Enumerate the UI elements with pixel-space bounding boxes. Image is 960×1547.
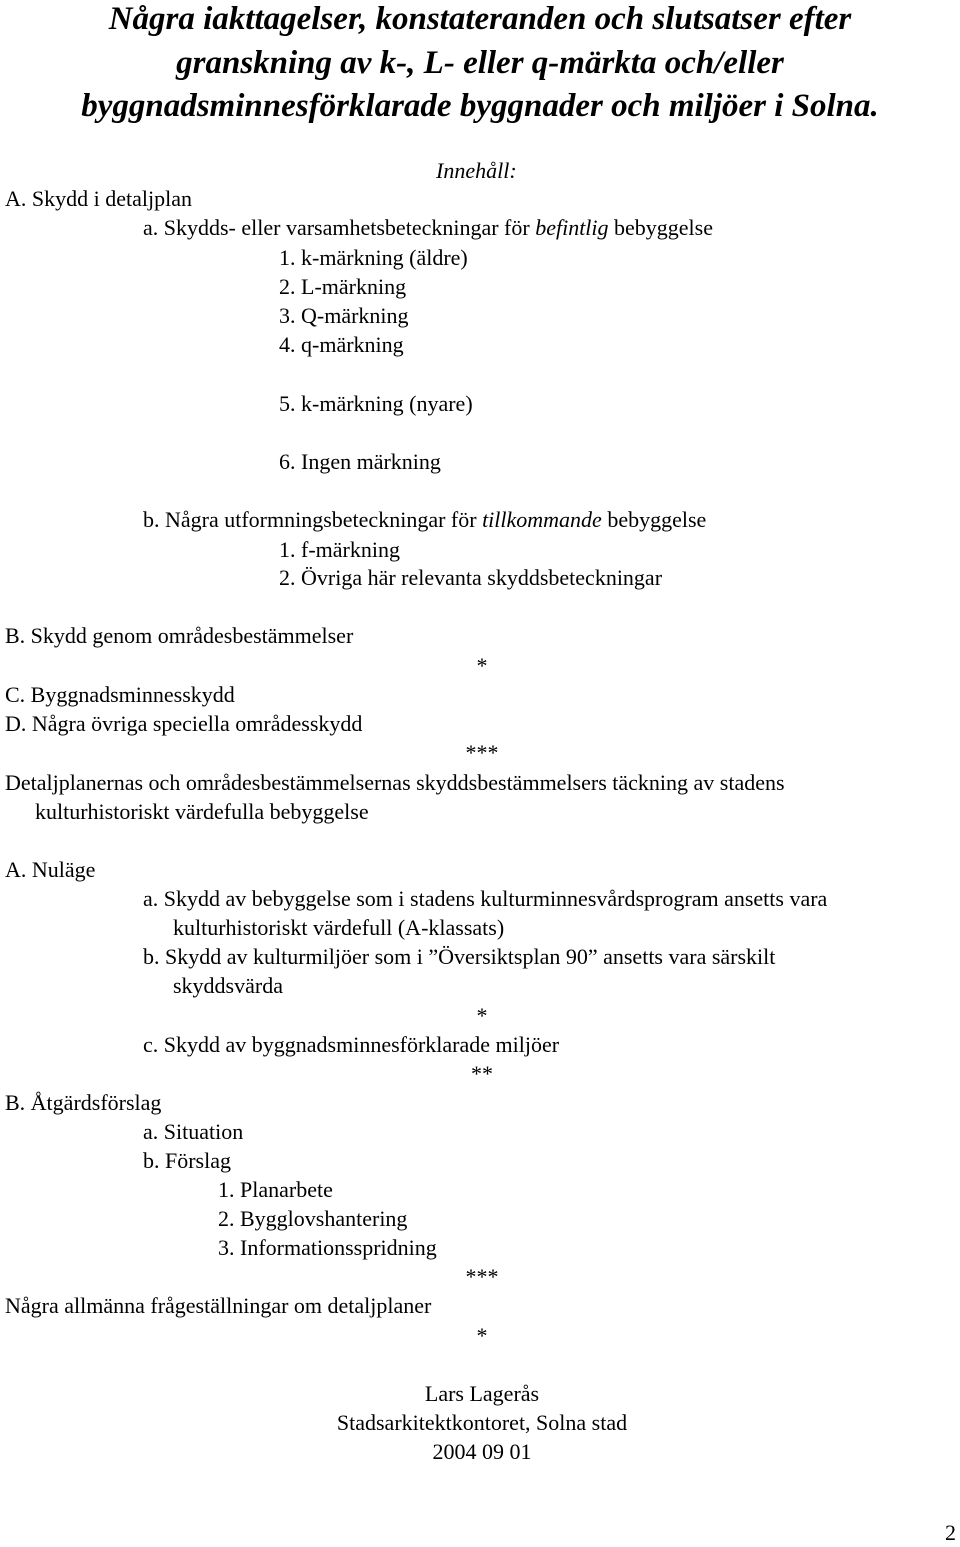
toc-b-skydd-omradesbestammelser: B. Skydd genom områdesbestämmelser <box>5 623 354 648</box>
separator-asterisk: * <box>476 1003 488 1028</box>
toc-a-sub-a-pre: a. Skydds- eller varsamhetsbeteckningar för <box>143 215 536 240</box>
document-date: 2004 09 01 <box>432 1439 532 1464</box>
author-name: Lars Lagerås <box>424 1381 540 1406</box>
toc-a-sub-b-post: bebyggelse <box>601 507 707 532</box>
toc-b-item: 2. Övriga här relevanta skyddsbeteckningar <box>279 565 663 590</box>
toc-a-skydd-i-detaljplan: A. Skydd i detaljplan <box>5 186 192 211</box>
toc-a-item: 2. L-märkning <box>279 274 407 299</box>
author-office: Stadsarkitektkontoret, Solna stad <box>336 1410 628 1435</box>
nulage-a-line-1: a. Skydd av bebyggelse som i stadens kulturminnesvårdsprogram ansetts vara <box>143 886 828 911</box>
separator-asterisk: * <box>476 653 488 678</box>
toc-a-item: 4. q-märkning <box>279 332 404 357</box>
document-title-line-2: granskning av k-, L- eller q-märkta och/eller <box>176 45 784 81</box>
document-title-line-3: byggnadsminnesförklarade byggnader och miljöer i Solna. <box>81 88 879 124</box>
nulage-b-line-1: b. Skydd av kulturmiljöer som i ”Översiktsplan 90” ansetts vara särskilt <box>143 944 776 969</box>
page-number: 2 <box>945 1520 956 1545</box>
separator-asterisk: * <box>476 1323 488 1348</box>
nulage-b-line-2: skyddsvärda <box>173 973 283 998</box>
toc-a-sub-b-em: tillkommande <box>482 507 602 532</box>
separator-asterisks: *** <box>465 740 499 765</box>
nulage-heading: A. Nuläge <box>5 857 96 882</box>
atgard-a: a. Situation <box>143 1119 244 1144</box>
forslag-item: 1. Planarbete <box>218 1177 333 1202</box>
section-heading-line-1: Detaljplanernas och områdesbestämmelsernas skyddsbestämmelsers täckning av stadens <box>5 770 785 795</box>
toc-a-item: 1. k-märkning (äldre) <box>279 245 468 270</box>
toc-a-item: 6. Ingen märkning <box>279 449 441 474</box>
toc-a-sub-a <box>143 213 713 242</box>
forslag-item: 3. Informationsspridning <box>218 1235 437 1260</box>
atgardsforslag-heading: B. Åtgärdsförslag <box>5 1090 162 1115</box>
toc-a-sub-b <box>143 505 706 534</box>
separator-asterisks: *** <box>465 1264 499 1289</box>
nulage-a-line-2: kulturhistoriskt värdefull (A-klassats) <box>173 915 505 940</box>
toc-a-sub-a-post: bebyggelse <box>608 215 713 240</box>
section-heading-line-2: kulturhistoriskt värdefulla bebyggelse <box>35 799 369 824</box>
toc-a-item: 3. Q-märkning <box>279 303 409 328</box>
atgard-b: b. Förslag <box>143 1148 231 1173</box>
forslag-item: 2. Bygglovshantering <box>218 1206 408 1231</box>
toc-heading: Innehåll: <box>436 158 517 183</box>
toc-b-item: 1. f-märkning <box>279 537 400 562</box>
toc-c-byggnadsminnesskydd: C. Byggnadsminnesskydd <box>5 682 235 707</box>
document-title-line-1: Några iakttagelser, konstateranden och slutsatser efter <box>108 1 852 37</box>
toc-a-sub-a-em: befintlig <box>535 215 609 240</box>
separator-asterisks: ** <box>471 1061 493 1086</box>
allmanna-fragestallningar: Några allmänna frågeställningar om detaljplaner <box>5 1293 432 1318</box>
nulage-c: c. Skydd av byggnadsminnesförklarade miljöer <box>143 1032 560 1057</box>
toc-a-sub-b-pre: b. Några utformningsbeteckningar för <box>143 507 483 532</box>
toc-a-item: 5. k-märkning (nyare) <box>279 391 473 416</box>
toc-d-ovriga-omradesskydd: D. Några övriga speciella områdesskydd <box>5 711 363 736</box>
